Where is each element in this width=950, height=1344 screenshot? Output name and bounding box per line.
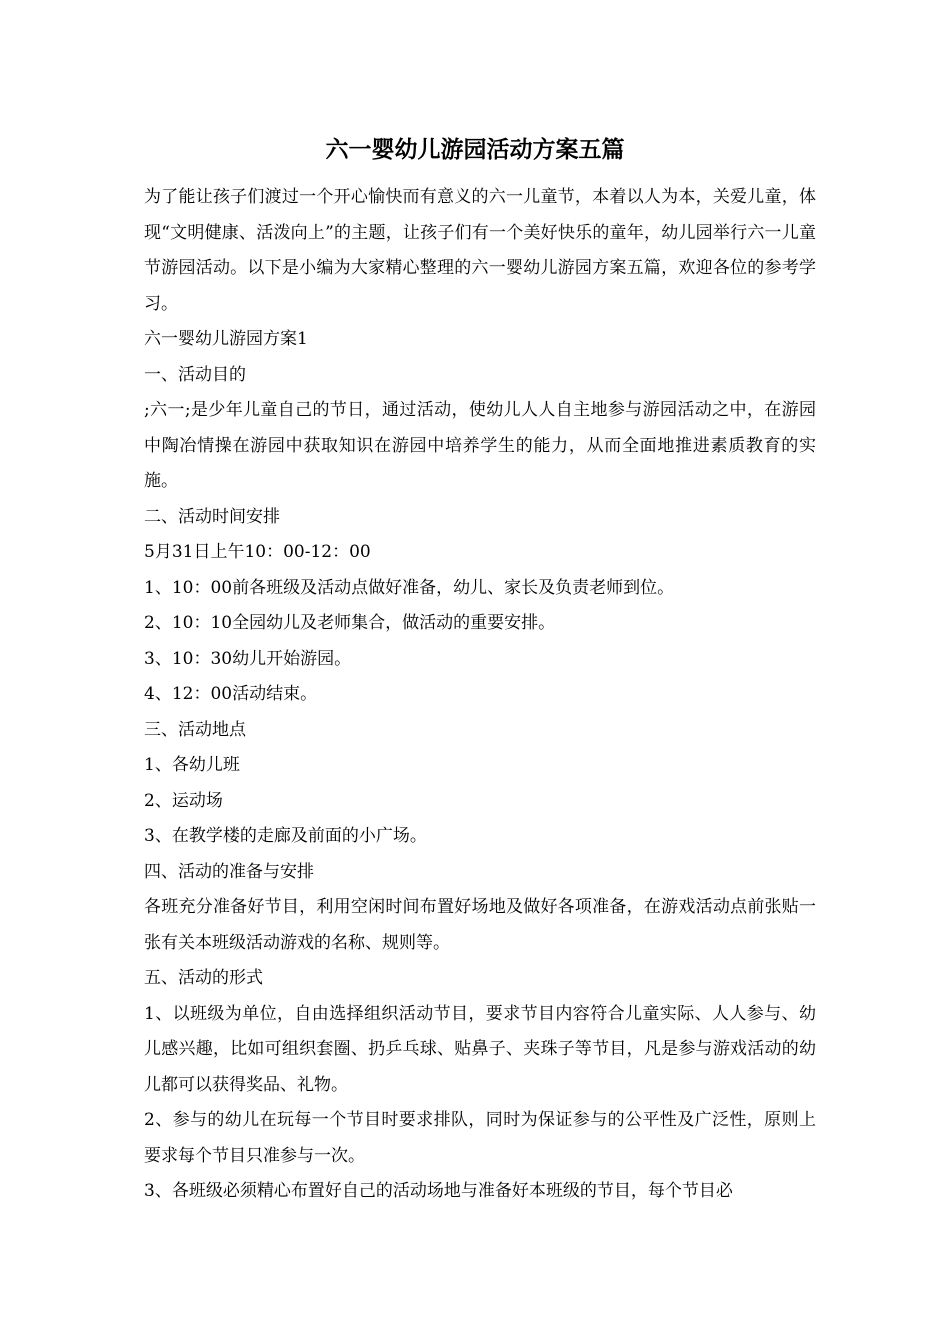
location-item: 3、在教学楼的走廊及前面的小广场。 [144, 826, 427, 846]
intro-paragraph: 为了能让孩子们渡过一个开心愉快而有意义的六一儿童节，本着以人为本，关爱儿童，体现“文明健康、活泼向上”的主题，让孩子们有一个美好快乐的童年，幼儿园举行六一儿童节游园活动。以下是小编为大家精心整理的六一婴幼儿游园方案五篇，欢迎各位的参考学习。 [144, 187, 816, 314]
schedule-item: 2、10：10全园幼儿及老师集合，做活动的重要安排。 [144, 613, 556, 633]
schedule-item: 3、10：30幼儿开始游园。 [144, 648, 352, 669]
preparation-paragraph: 各班充分准备好节目，利用空闲时间布置好场地及做好各项准备，在游戏活动点前张贴一张有关本班级活动游戏的名称、规则等。 [144, 897, 816, 953]
location-item: 2、运动场 [144, 790, 223, 811]
purpose-paragraph: ;六一;是少年儿童自己的节日，通过活动，使幼儿人人自主地参与游园活动之中，在游园中陶冶情操在游园中获取知识在游园中培养学生的能力，从而全面地推进素质教育的实施。 [144, 400, 816, 491]
format-item: 1、以班级为单位，自由选择组织活动节目，要求节目内容符合儿童实际、人人参与、幼儿感兴趣，比如可组织套圈、扔乒乓球、贴鼻子、夹珠子等节目，凡是参与游戏活动的幼儿都可以获得奖品、礼物。 [144, 1003, 816, 1095]
schedule-date: 5月31日上午10：00-12：00 [144, 542, 371, 562]
schedule-item: 4、12：00活动结束。 [144, 684, 318, 704]
location-item: 1、各幼儿班 [144, 755, 240, 775]
section-heading-purpose: 一、活动目的 [144, 364, 246, 385]
plan-heading: 六一婴幼儿游园方案1 [144, 329, 308, 349]
section-heading-format: 五、活动的形式 [144, 968, 263, 988]
format-item: 2、参与的幼儿在玩每一个节目时要求排队，同时为保证参与的公平性及广泛性，原则上要求每个节目只准参与一次。 [144, 1110, 816, 1166]
schedule-item: 1、10：00前各班级及活动点做好准备，幼儿、家长及负责老师到位。 [144, 577, 675, 598]
document-title: 六一婴幼儿游园活动方案五篇 [325, 136, 625, 163]
section-heading-preparation: 四、活动的准备与安排 [144, 861, 314, 882]
document-body [144, 180, 816, 1210]
format-item: 3、各班级必须精心布置好自己的活动场地与准备好本班级的节目，每个节目必 [144, 1181, 733, 1201]
section-heading-location: 三、活动地点 [144, 719, 246, 740]
section-heading-schedule: 二、活动时间安排 [144, 506, 280, 527]
